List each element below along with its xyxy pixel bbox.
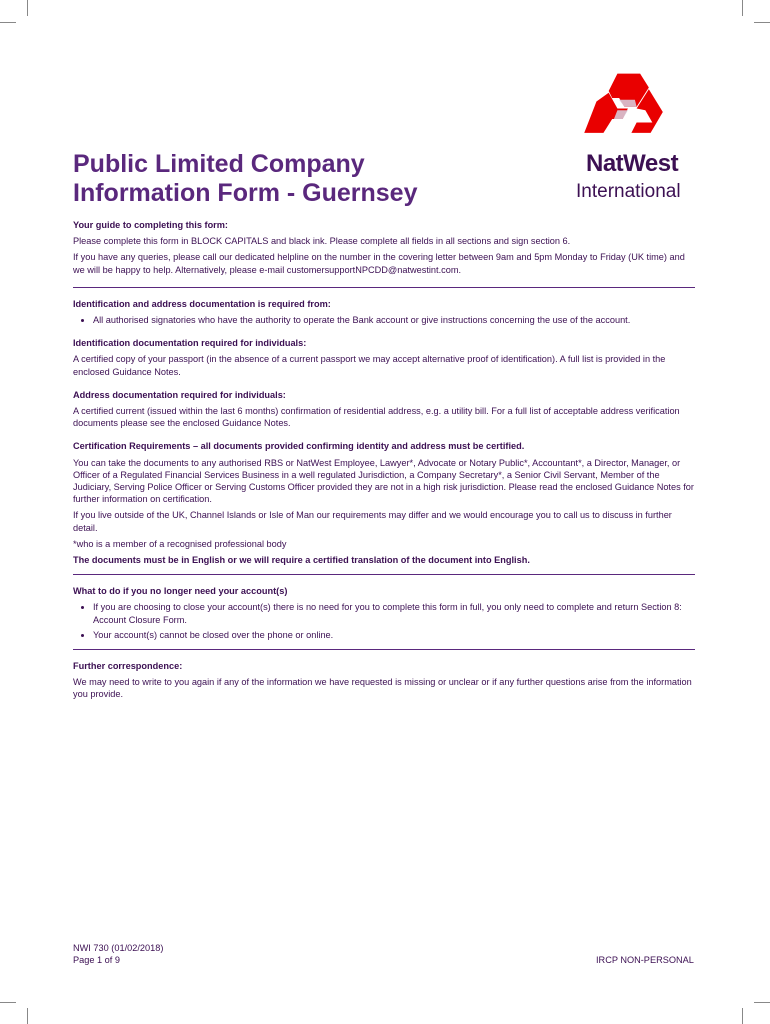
section-heading: Your guide to completing this form: bbox=[73, 220, 228, 230]
form-guide-content bbox=[73, 219, 695, 705]
paragraph: If you have any queries, please call our dedicated helpline on the number in the covering letter between 9am and 5pm Monday to Friday (UK time) and we will be happy to help. Alternatively, please e-mail customersupportNPCDD@natwestint.com. bbox=[73, 252, 685, 275]
section-heading: Identification and address documentation is required from: bbox=[73, 298, 331, 309]
brand-name: NatWest bbox=[586, 150, 679, 177]
crop-mark bbox=[754, 1002, 770, 1003]
paragraph: A certified copy of your passport (in the absence of a current passport we may accept alternative proof of identification). A full list is provided in the enclosed Guidance Notes. bbox=[73, 354, 666, 377]
guide-section bbox=[73, 219, 695, 276]
footer-left bbox=[73, 942, 163, 966]
paragraph: If you live outside of the UK, Channel Islands or Isle of Man our requirements may differ and we would encourage you to call us to discuss in further detail. bbox=[73, 510, 672, 533]
list-item: • All authorised signatories who have the authority to operate the Bank account or give instructions concerning the use of the account. bbox=[93, 314, 695, 326]
paragraph: *who is a member of a recognised professional body bbox=[73, 538, 287, 549]
title-line-1: Public Limited Company bbox=[73, 150, 365, 178]
natwest-cube-logo-icon bbox=[579, 68, 689, 142]
section-heading: Address documentation required for individuals: bbox=[73, 389, 286, 400]
crop-mark bbox=[0, 1002, 16, 1003]
page-title bbox=[73, 150, 417, 208]
section-heading: Certification Requirements – all documents provided confirming identity and address must be certified. bbox=[73, 441, 525, 452]
title-line-2: Information Form - Guernsey bbox=[73, 179, 418, 207]
crop-mark bbox=[27, 0, 28, 16]
page-number: Page 1 of 9 bbox=[73, 955, 120, 965]
address-docs-section bbox=[73, 389, 695, 430]
classification-label: IRCP NON-PERSONAL bbox=[596, 955, 694, 965]
correspondence-section bbox=[73, 660, 695, 701]
bullet-list bbox=[73, 601, 695, 641]
crop-mark bbox=[27, 1008, 28, 1024]
bullet-list bbox=[73, 314, 695, 326]
list-item: • If you are choosing to close your account(s) there is no need for you to complete this form in full, you only need to complete and return Section 8: Account Closure Form. bbox=[93, 601, 695, 625]
crop-mark bbox=[742, 1008, 743, 1024]
section-heading: Further correspondence: bbox=[73, 661, 183, 672]
certification-section bbox=[73, 440, 695, 566]
form-reference: NWI 730 (01/02/2018) bbox=[73, 943, 164, 953]
brand-subtitle: International bbox=[576, 181, 681, 202]
section-heading: Identification documentation required for individuals: bbox=[73, 338, 307, 349]
paragraph-bold: The documents must be in English or we will require a certified translation of the document into English. bbox=[73, 555, 530, 566]
paragraph: Please complete this form in BLOCK CAPITALS and black ink. Please complete all fields in all sections and sign section 6. bbox=[73, 236, 571, 247]
paragraph: We may need to write to you again if any of the information we have requested is missing or unclear or if any further questions arise from the information you provide. bbox=[73, 677, 692, 700]
section-divider bbox=[73, 287, 695, 288]
section-heading: What to do if you no longer need your account(s) bbox=[73, 586, 288, 597]
section-divider bbox=[73, 649, 695, 650]
id-address-section bbox=[73, 298, 695, 326]
paragraph: A certified current (issued within the last 6 months) confirmation of residential address, e.g. a utility bill. For a full list of acceptable address verification documents please see the enclosed Guidance Notes. bbox=[73, 406, 680, 429]
crop-mark bbox=[742, 0, 743, 16]
crop-mark bbox=[754, 22, 770, 23]
closure-section bbox=[73, 585, 695, 641]
paragraph: You can take the documents to any authorised RBS or NatWest Employee, Lawyer*, Advocate or Notary Public*, Accountant*, a Director, Manager, or Officer of a Regulated Financial Services Business in a well regulated Jurisdiction, a Company Secretary*, a Senior Civil Servant, Member of the Judiciary, Serving Police Officer or Serving Customs Officer provided they are not in a high risk jurisdiction. Please read the enclosed Guidance Notes for further information on certification. bbox=[73, 457, 694, 505]
crop-mark bbox=[0, 22, 16, 23]
section-divider bbox=[73, 574, 695, 575]
id-docs-section bbox=[73, 337, 695, 378]
list-item: • Your account(s) cannot be closed over the phone or online. bbox=[93, 629, 695, 641]
